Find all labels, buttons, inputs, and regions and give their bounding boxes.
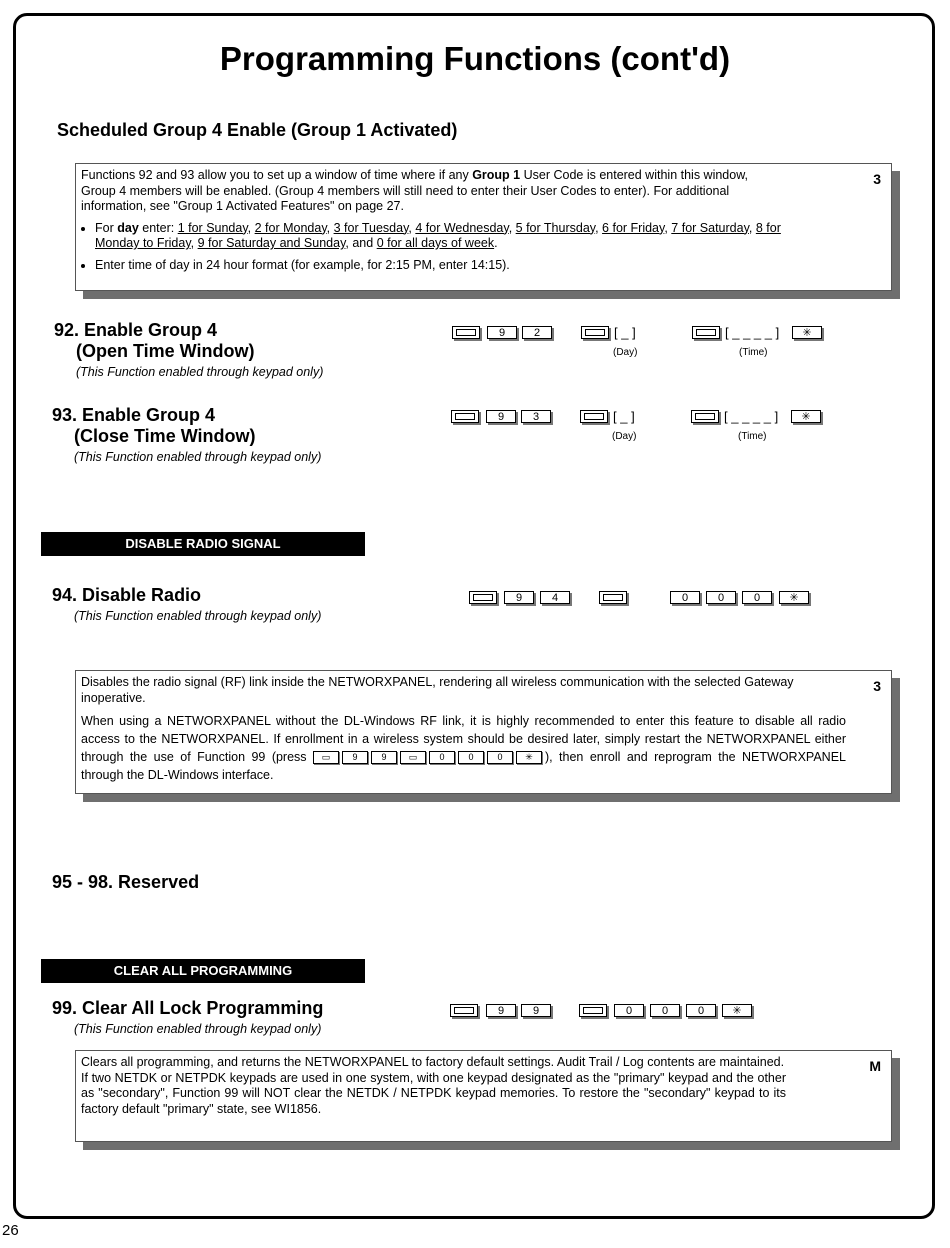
info-bullets <box>81 221 785 274</box>
function-key-icon <box>581 326 609 339</box>
function-key-icon: ▭ <box>400 751 426 764</box>
keypad-key: 3 <box>521 410 551 423</box>
keypad-key: 9 <box>486 410 516 423</box>
box-mark: 3 <box>873 678 881 694</box>
info-paragraph: Clears all programming, and returns the NETWORXPANEL to factory default settings. Audit Trail / Log contents are maintained. <box>81 1055 785 1069</box>
star-key-icon: ✳ <box>792 326 822 339</box>
info-paragraph: When using a NETWORXPANEL without the DL-Windows RF link, it is highly recommended to enter this feature to disable all radio access to the NETWORXPANEL. If enrollment in a wireless system should be desired later, simply restart the NETWORXPANEL either through the use of Function 99 (press ▭ 9 9 ▭ 0 0 0 ✳ ), then enroll and reprogram the NETWORXPANEL through the DL-Windows interface. <box>81 714 846 782</box>
function-94 <box>52 585 321 627</box>
keypad-key: 0 <box>458 751 484 764</box>
function-key-icon <box>451 410 479 423</box>
function-key-icon <box>579 1004 607 1017</box>
section-title: Scheduled Group 4 Enable (Group 1 Activated) <box>57 120 458 140</box>
function-key-icon <box>450 1004 478 1017</box>
star-key-icon: ✳ <box>779 591 809 604</box>
day-caption: (Day) <box>612 431 637 442</box>
time-caption: (Time) <box>738 431 767 442</box>
info-box-clear-all <box>75 1050 892 1142</box>
info-paragraph: Functions 92 and 93 allow you to set up a window of time where if any Group 1 User Code is entered within this window, Group 4 members will be enabled. (Group 4 members will still need to enter their User Codes to enter). For additional information, see "Group 1 Activated Features" on page 27. <box>81 168 749 213</box>
day-slot: [ _ ] <box>614 325 636 340</box>
keypad-key: 0 <box>686 1004 716 1017</box>
star-key-icon: ✳ <box>516 751 542 764</box>
keypad-key: 0 <box>650 1004 680 1017</box>
keypad-only-note: (This Function enabled through keypad only) <box>74 1022 322 1036</box>
function-key-icon <box>580 410 608 423</box>
function-key-icon: ▭ <box>313 751 339 764</box>
function-key-icon <box>599 591 627 604</box>
day-bullet: • For day enter: 1 for Sunday, 2 for Monday, 3 for Tuesday, 4 for Wednesday, 5 for Thursday, 6 for Friday, 7 for Saturday, 8 for Monday to Friday, 9 for Saturday and Sunday, and 0 for all days of week. <box>95 221 785 252</box>
info-paragraph: If two NETDK or NETPDK keypads are used in one system, with one keypad designated as the "primary" keypad and the other as "secondary", Function 99 will NOT clear the NETDK / NETPDK keypad memories. To restore the "secondary" keypad to its factory default "primary" state, see WI1856. <box>81 1070 786 1116</box>
day-slot: [ _ ] <box>613 409 635 424</box>
function-key-icon <box>452 326 480 339</box>
keypad-key: 9 <box>521 1004 551 1017</box>
day-caption: (Day) <box>613 347 638 358</box>
time-caption: (Time) <box>739 347 768 358</box>
info-box-disable-radio <box>75 670 892 794</box>
time-slot: [ _ _ _ _ ] <box>725 325 780 340</box>
keypad-key: 2 <box>522 326 552 339</box>
reserved-functions: 95 - 98. Reserved <box>52 872 200 892</box>
box-mark: M <box>869 1058 881 1074</box>
function-93-title: 93. Enable Group 4 <box>52 405 216 425</box>
function-94-title: 94. Disable Radio <box>52 585 202 605</box>
keypad-key: 9 <box>487 326 517 339</box>
function-93 <box>52 405 321 468</box>
keypad-key: 9 <box>504 591 534 604</box>
info-paragraph: Disables the radio signal (RF) link inside the NETWORXPANEL, rendering all wireless communication with the selected Gateway inoperative. <box>81 675 794 705</box>
function-92-subtitle: (Open Time Window) <box>76 341 255 361</box>
function-93-subtitle: (Close Time Window) <box>74 426 256 446</box>
function-key-icon <box>692 326 720 339</box>
keypad-key: 0 <box>670 591 700 604</box>
keypad-key: 0 <box>706 591 736 604</box>
keypad-only-note: (This Function enabled through keypad only) <box>74 450 322 464</box>
keypad-key: 9 <box>342 751 368 764</box>
function-99-title: 99. Clear All Lock Programming <box>52 998 324 1018</box>
time-slot: [ _ _ _ _ ] <box>724 409 779 424</box>
star-key-icon: ✳ <box>722 1004 752 1017</box>
section-banner-clear-all: CLEAR ALL PROGRAMMING <box>41 959 365 983</box>
keypad-only-note: (This Function enabled through keypad only) <box>76 365 324 379</box>
info-box-group4 <box>75 163 892 291</box>
star-key-icon: ✳ <box>791 410 821 423</box>
function-key-icon <box>691 410 719 423</box>
time-bullet: • Enter time of day in 24 hour format (for example, for 2:15 PM, enter 14:15). <box>95 258 785 274</box>
function-92-title: 92. Enable Group 4 <box>54 320 218 340</box>
function-99 <box>52 998 323 1040</box>
keypad-only-note: (This Function enabled through keypad only) <box>74 609 322 623</box>
box-mark: 3 <box>873 171 881 187</box>
keypad-key: 0 <box>429 751 455 764</box>
function-92 <box>54 320 323 383</box>
page-title: Programming Functions (cont'd) <box>219 40 731 77</box>
keypad-key: 0 <box>614 1004 644 1017</box>
keypad-key: 0 <box>742 591 772 604</box>
page-number: 26 <box>2 1222 19 1239</box>
function-key-icon <box>469 591 497 604</box>
section-banner-disable-radio: DISABLE RADIO SIGNAL <box>41 532 365 556</box>
keypad-key: 9 <box>371 751 397 764</box>
keypad-key: 4 <box>540 591 570 604</box>
keypad-key: 0 <box>487 751 513 764</box>
keypad-key: 9 <box>486 1004 516 1017</box>
